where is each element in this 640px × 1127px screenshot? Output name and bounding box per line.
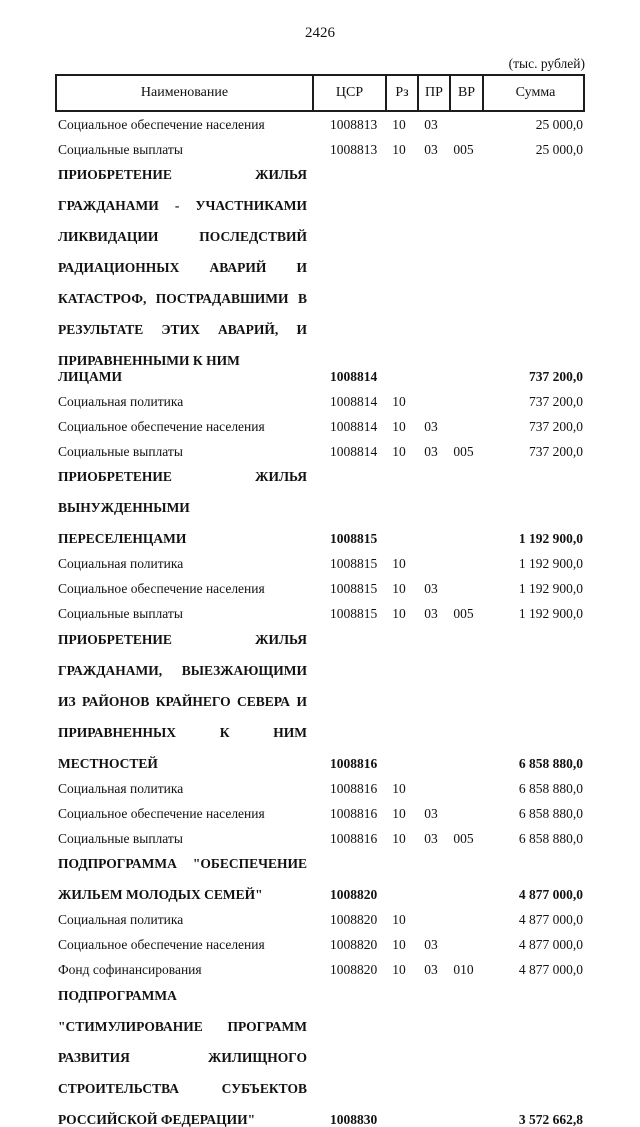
row-name-line: ПРИОБРЕТЕНИЕ ЖИЛЬЯ — [58, 632, 307, 663]
row-name-line: МЕСТНОСТЕЙ — [58, 756, 307, 772]
row-csr: 1008813 — [310, 142, 383, 158]
row-name-line: ЖИЛЬЕМ МОЛОДЫХ СЕМЕЙ" — [58, 887, 307, 903]
row-csr: 1008816 — [310, 781, 383, 797]
table-row — [55, 112, 585, 137]
row-sum: 6 858 880,0 — [480, 806, 585, 822]
row-csr: 1008820 — [310, 962, 383, 978]
row-rz: 10 — [383, 581, 415, 597]
row-name-line: ГРАЖДАНАМИ - УЧАСТНИКАМИ — [58, 198, 307, 229]
row-name-line: ИЗ РАЙОНОВ КРАЙНЕГО СЕВЕРА И — [58, 694, 307, 725]
row-name: Социальные выплаты — [55, 444, 310, 460]
row-name-line: ПОДПРОГРАММА "ОБЕСПЕЧЕНИЕ — [58, 856, 307, 887]
row-sum: 25 000,0 — [480, 142, 585, 158]
row-name-line: РЕЗУЛЬТАТЕ ЭТИХ АВАРИЙ, И — [58, 322, 307, 353]
row-rz: 10 — [383, 806, 415, 822]
row-name: Фонд софинансирования — [55, 962, 310, 978]
row-name: Социальная политика — [55, 781, 310, 797]
row-name-line: ПРИРАВНЕННЫМИ К НИМ ЛИЦАМИ — [58, 353, 307, 384]
row-pr: 03 — [415, 444, 447, 460]
row-name-line: "СТИМУЛИРОВАНИЕ ПРОГРАММ — [58, 1019, 307, 1050]
row-name — [55, 856, 310, 903]
row-sum: 737 200,0 — [480, 369, 585, 385]
row-csr: 1008814 — [310, 444, 383, 460]
page-number: 2426 — [0, 24, 640, 42]
row-sum: 1 192 900,0 — [480, 531, 585, 547]
table-body — [55, 112, 585, 1127]
row-name — [55, 632, 310, 772]
table-row — [55, 552, 585, 577]
units-note: (тыс. рублей) — [0, 55, 585, 72]
table-row — [55, 414, 585, 439]
row-name: Социальная политика — [55, 394, 310, 410]
row-vr: 005 — [447, 606, 480, 622]
row-pr: 03 — [415, 117, 447, 133]
row-csr: 1008814 — [310, 394, 383, 410]
row-pr: 03 — [415, 581, 447, 597]
row-csr: 1008830 — [310, 1112, 383, 1127]
row-name: Социальные выплаты — [55, 831, 310, 847]
table-row — [55, 469, 585, 547]
row-name-line: РОССИЙСКОЙ ФЕДЕРАЦИИ" — [58, 1112, 307, 1127]
table-row — [55, 167, 585, 384]
header-cell-csr: ЦСР — [312, 76, 385, 110]
row-name: Социальное обеспечение населения — [55, 581, 310, 597]
row-name: Социальное обеспечение населения — [55, 937, 310, 953]
table-row — [55, 577, 585, 602]
table-row — [55, 389, 585, 414]
row-csr: 1008815 — [310, 606, 383, 622]
table-row — [55, 856, 585, 903]
row-pr: 03 — [415, 831, 447, 847]
row-pr: 03 — [415, 419, 447, 435]
row-vr: 010 — [447, 962, 480, 978]
row-csr: 1008814 — [310, 369, 383, 385]
table-header — [55, 74, 585, 112]
row-pr: 03 — [415, 606, 447, 622]
row-name — [55, 167, 310, 384]
row-sum: 4 877 000,0 — [480, 887, 585, 903]
row-name-line: СТРОИТЕЛЬСТВА СУБЪЕКТОВ — [58, 1081, 307, 1112]
row-pr: 03 — [415, 937, 447, 953]
table-row — [55, 908, 585, 933]
table-row — [55, 439, 585, 464]
row-rz: 10 — [383, 142, 415, 158]
row-csr: 1008820 — [310, 937, 383, 953]
header-cell-rz: Рз — [385, 76, 417, 110]
row-csr: 1008814 — [310, 419, 383, 435]
table-row — [55, 958, 585, 983]
table-row — [55, 137, 585, 162]
row-csr: 1008815 — [310, 531, 383, 547]
row-rz: 10 — [383, 444, 415, 460]
row-sum: 6 858 880,0 — [480, 781, 585, 797]
row-vr: 005 — [447, 142, 480, 158]
table-row — [55, 933, 585, 958]
row-sum: 6 858 880,0 — [480, 756, 585, 772]
row-name-line: ПЕРЕСЕЛЕНЦАМИ — [58, 531, 307, 547]
row-vr: 005 — [447, 831, 480, 847]
row-name-line: ПРИОБРЕТЕНИЕ ЖИЛЬЯ — [58, 167, 307, 198]
row-pr: 03 — [415, 806, 447, 822]
row-name: Социальная политика — [55, 556, 310, 572]
row-name — [55, 469, 310, 547]
row-name: Социальная политика — [55, 912, 310, 928]
row-sum: 3 572 662,8 — [480, 1112, 585, 1127]
row-csr: 1008816 — [310, 806, 383, 822]
row-name-line: РАДИАЦИОННЫХ АВАРИЙ И — [58, 260, 307, 291]
header-cell-pr: ПР — [417, 76, 449, 110]
row-sum: 1 192 900,0 — [480, 606, 585, 622]
row-sum: 1 192 900,0 — [480, 556, 585, 572]
row-name-line: ПОДПРОГРАММА — [58, 988, 307, 1019]
row-name: Социальное обеспечение населения — [55, 117, 310, 133]
row-sum: 737 200,0 — [480, 444, 585, 460]
row-name-line: ГРАЖДАНАМИ, ВЫЕЗЖАЮЩИМИ — [58, 663, 307, 694]
row-name-line: ПРИОБРЕТЕНИЕ ЖИЛЬЯ — [58, 469, 307, 500]
table-row — [55, 801, 585, 826]
row-csr: 1008815 — [310, 556, 383, 572]
header-cell-name: Наименование — [57, 76, 312, 110]
row-sum: 4 877 000,0 — [480, 937, 585, 953]
row-csr: 1008815 — [310, 581, 383, 597]
row-name-line: РАЗВИТИЯ ЖИЛИЩНОГО — [58, 1050, 307, 1081]
row-sum: 6 858 880,0 — [480, 831, 585, 847]
row-pr: 03 — [415, 962, 447, 978]
row-sum: 4 877 000,0 — [480, 962, 585, 978]
row-name: Социальные выплаты — [55, 142, 310, 158]
row-rz: 10 — [383, 394, 415, 410]
row-rz: 10 — [383, 556, 415, 572]
row-sum: 737 200,0 — [480, 394, 585, 410]
row-rz: 10 — [383, 962, 415, 978]
row-sum: 737 200,0 — [480, 419, 585, 435]
row-name-line: ПРИРАВНЕННЫХ К НИМ — [58, 725, 307, 756]
row-csr: 1008820 — [310, 912, 383, 928]
row-name — [55, 988, 310, 1127]
row-rz: 10 — [383, 419, 415, 435]
row-rz: 10 — [383, 781, 415, 797]
row-csr: 1008816 — [310, 831, 383, 847]
row-name-line: ВЫНУЖДЕННЫМИ — [58, 500, 307, 531]
row-vr: 005 — [447, 444, 480, 460]
table-row — [55, 776, 585, 801]
row-name: Социальное обеспечение населения — [55, 806, 310, 822]
row-rz: 10 — [383, 606, 415, 622]
row-csr: 1008813 — [310, 117, 383, 133]
row-name-line: КАТАСТРОФ, ПОСТРАДАВШИМИ В — [58, 291, 307, 322]
row-rz: 10 — [383, 937, 415, 953]
row-sum: 1 192 900,0 — [480, 581, 585, 597]
row-name-line: ЛИКВИДАЦИИ ПОСЛЕДСТВИЙ — [58, 229, 307, 260]
row-csr: 1008816 — [310, 756, 383, 772]
row-sum: 4 877 000,0 — [480, 912, 585, 928]
table-row — [55, 602, 585, 627]
table-row — [55, 632, 585, 772]
row-pr: 03 — [415, 142, 447, 158]
row-rz: 10 — [383, 912, 415, 928]
row-sum: 25 000,0 — [480, 117, 585, 133]
header-cell-vr: ВР — [449, 76, 482, 110]
row-name: Социальные выплаты — [55, 606, 310, 622]
row-csr: 1008820 — [310, 887, 383, 903]
budget-table — [55, 74, 585, 1127]
row-rz: 10 — [383, 117, 415, 133]
table-row — [55, 988, 585, 1127]
row-rz: 10 — [383, 831, 415, 847]
header-cell-sum: Сумма — [482, 76, 587, 110]
row-name: Социальное обеспечение населения — [55, 419, 310, 435]
table-row — [55, 826, 585, 851]
